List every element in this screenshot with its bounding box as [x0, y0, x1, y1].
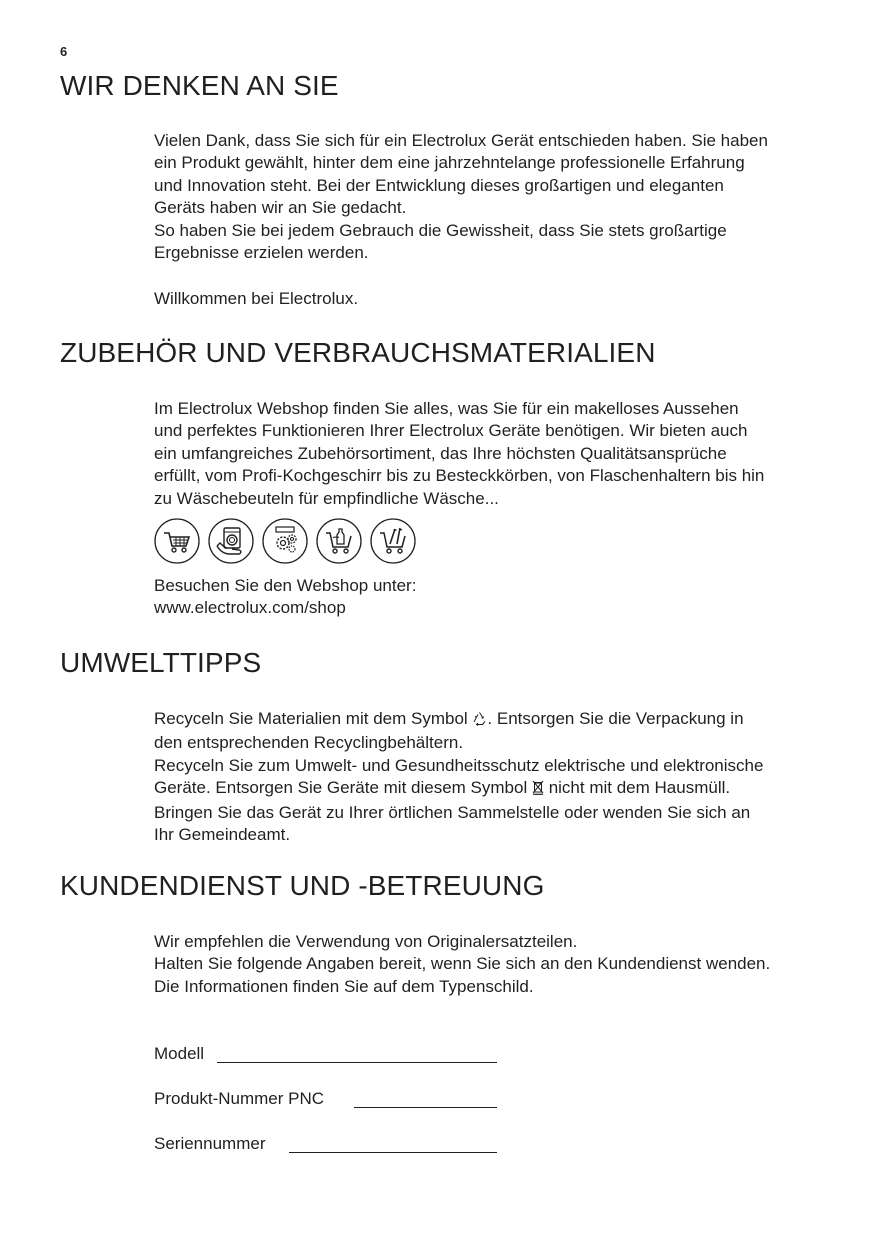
service-line: Halten Sie folgende Angaben bereit, wenn Sie sich an den Kundendienst wenden. — [154, 954, 771, 974]
shopping-cart-icon — [154, 518, 200, 564]
heading-wir-denken-an-sie: WIR DENKEN AN SIE — [60, 70, 339, 101]
crossed-bin-icon — [532, 779, 544, 801]
environment-line: Ihr Gemeindeamt. — [154, 825, 291, 845]
webshop-url[interactable]: www.electrolux.com/shop — [154, 598, 346, 618]
serial-field-line[interactable] — [289, 1152, 497, 1153]
accessories-line: Im Electrolux Webshop finden Sie alles, was Sie für ein makelloses Aussehen — [154, 399, 739, 418]
cart-bottle-icon — [316, 518, 362, 564]
environment-line: Recyceln Sie zum Umwelt- und Gesundheitsschutz elektrische und elektronische — [154, 755, 764, 775]
intro-line: So haben Sie bei jedem Gebrauch die Gewissheit, dass Sie stets großartige — [154, 220, 727, 240]
webshop-icon-row — [154, 518, 416, 564]
model-field-line[interactable] — [217, 1062, 497, 1063]
intro-line: Geräts haben wir an Sie gedacht. — [154, 198, 407, 218]
service-line: Die Informationen finden Sie auf dem Typenschild. — [154, 976, 534, 996]
environment-line: Bringen Sie das Gerät zu Ihrer örtlichen Sammelstelle oder wenden Sie sich an — [154, 802, 751, 822]
accessories-line: erfüllt, vom Profi-Kochgeschirr bis zu Besteckkörben, von Flaschenhaltern bis hin — [154, 466, 765, 486]
intro-line: Ergebnisse erzielen werden. — [154, 243, 369, 263]
pnc-field-label: Produkt-Nummer PNC — [154, 1089, 325, 1108]
heading-zubehoer: ZUBEHÖR UND VERBRAUCHSMATERIALIEN — [60, 337, 656, 368]
recycle-icon — [472, 710, 487, 732]
intro-paragraph — [154, 130, 768, 264]
environment-line: den entsprechenden Recyclingbehältern. — [154, 733, 464, 753]
weee-text-after: nicht mit dem Hausmüll. — [548, 778, 731, 798]
heading-kundendienst: KUNDENDIENST UND -BETREUUNG — [60, 870, 545, 901]
heading-umwelttipps: UMWELTTIPPS — [60, 647, 262, 678]
serial-field-label: Seriennummer — [154, 1134, 266, 1153]
appliance-gears-icon — [262, 518, 308, 564]
intro-line: ein Produkt gewählt, hinter dem eine jahrzehntelange professionelle Erfahrung — [154, 153, 745, 173]
model-field-label: Modell — [154, 1044, 205, 1063]
environment-line — [154, 708, 763, 732]
accessories-line: zu Wäschebeuteln für empfindliche Wäsche... — [154, 488, 499, 508]
page-number: 6 — [60, 44, 68, 59]
environment-paragraph — [154, 708, 763, 846]
accessories-line: und perfektes Funktionieren Ihrer Electrolux Geräte benötigen. Wir bieten auch — [154, 421, 748, 441]
weee-text-before: Geräte. Entsorgen Sie Geräte mit diesem Symbol — [154, 778, 528, 798]
recycle-text-before: Recyceln Sie Materialien mit dem Symbol — [154, 709, 468, 728]
intro-line: Vielen Dank, dass Sie sich für ein Electrolux Gerät entschieden haben. Sie haben — [154, 131, 768, 150]
accessories-paragraph — [154, 398, 764, 510]
welcome-text: Willkommen bei Electrolux. — [154, 289, 359, 308]
service-line: Wir empfehlen die Verwendung von Originalersatzteilen. — [154, 932, 578, 951]
service-paragraph — [154, 931, 770, 998]
pnc-field-line[interactable] — [354, 1107, 497, 1108]
intro-line: und Innovation steht. Bei der Entwicklung dieses großartigen und eleganten — [154, 175, 724, 195]
webshop-visit — [154, 575, 416, 620]
hand-appliance-icon — [208, 518, 254, 564]
webshop-visit-text: Besuchen Sie den Webshop unter: — [154, 576, 417, 595]
environment-line — [154, 777, 763, 801]
recycle-text-after: . Entsorgen Sie die Verpackung in — [487, 709, 744, 728]
accessories-line: ein umfangreiches Zubehörsortiment, das Ihre höchsten Qualitätsansprüche — [154, 443, 727, 463]
cart-tools-icon — [370, 518, 416, 564]
